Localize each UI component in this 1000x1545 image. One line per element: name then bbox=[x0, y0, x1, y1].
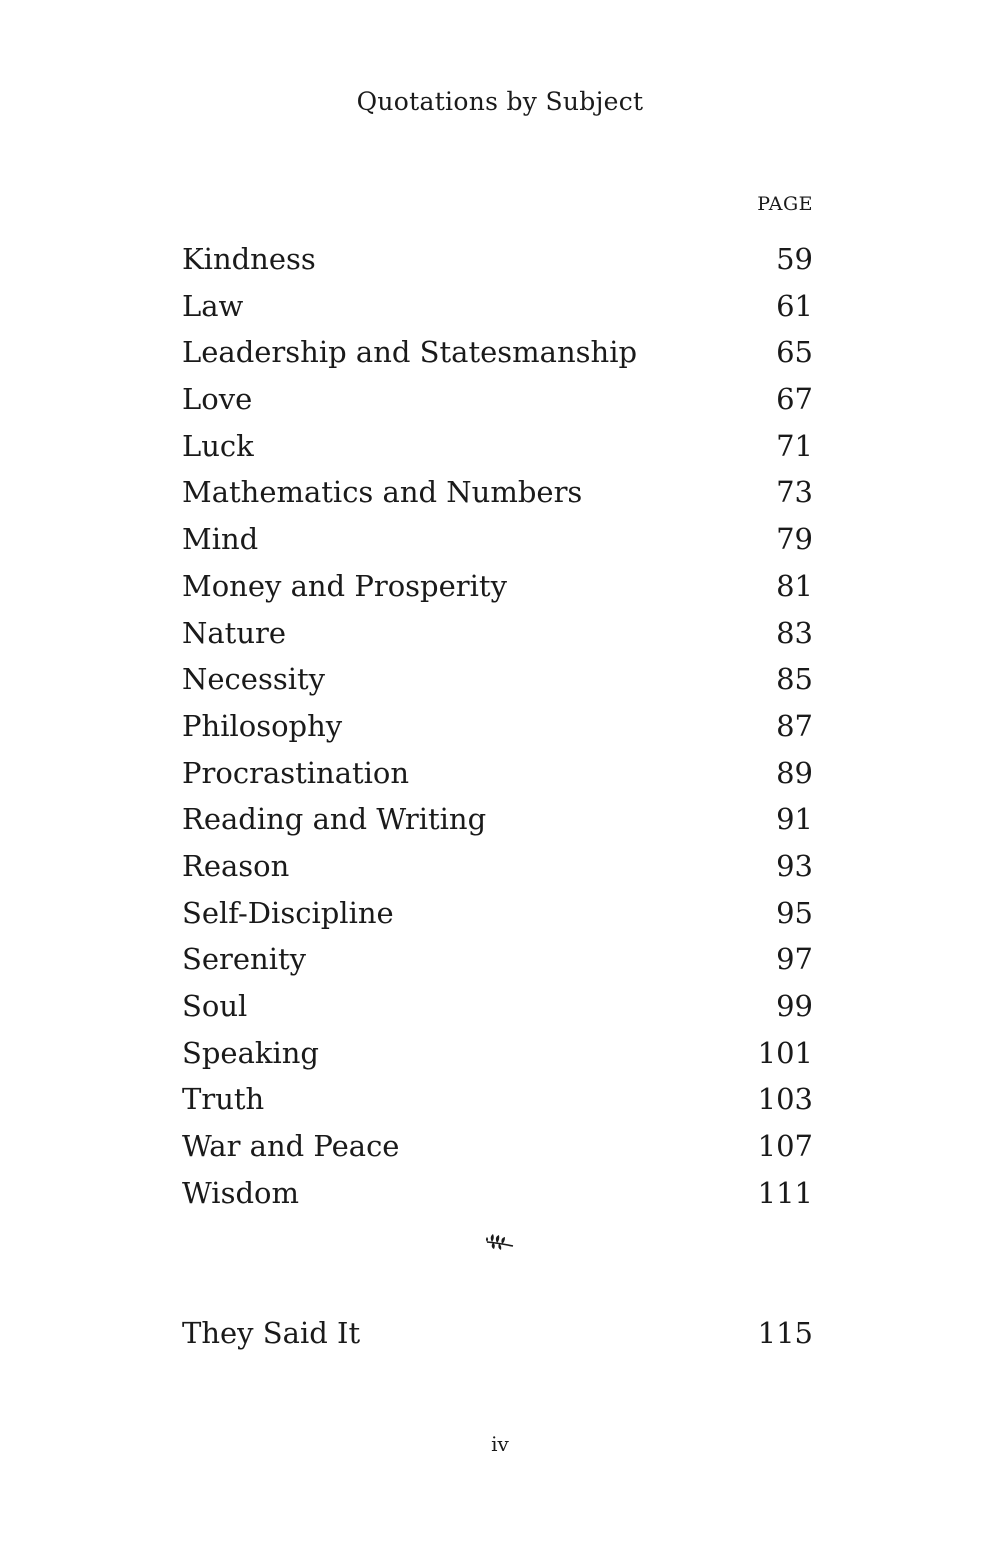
toc-page-number: 61 bbox=[776, 288, 813, 323]
toc-page-number: 65 bbox=[776, 335, 813, 370]
toc-entry[interactable] bbox=[182, 796, 813, 843]
toc-subject: Luck bbox=[182, 428, 254, 463]
toc-subject: Kindness bbox=[182, 242, 316, 276]
toc-page-number: 85 bbox=[776, 662, 813, 697]
toc-subject: They Said It bbox=[182, 1316, 361, 1350]
toc-entry[interactable] bbox=[182, 423, 813, 470]
toc-page-number: 101 bbox=[757, 1035, 813, 1070]
toc-page-number: 87 bbox=[776, 708, 813, 743]
toc-page-number: 59 bbox=[776, 242, 813, 276]
toc-entry[interactable] bbox=[182, 1123, 813, 1170]
leaf-sprig-icon bbox=[484, 1230, 516, 1254]
toc-page-number: 111 bbox=[757, 1175, 813, 1210]
page-folio: iv bbox=[491, 1432, 509, 1456]
toc-subject: Mind bbox=[182, 522, 259, 557]
leaf-sprig-graphic bbox=[484, 1230, 516, 1254]
toc-subject: Nature bbox=[182, 615, 287, 650]
toc-subject: Procrastination bbox=[182, 755, 410, 790]
toc-subject: Leadership and Statesmanship bbox=[182, 335, 638, 370]
toc-subject: War and Peace bbox=[182, 1129, 400, 1164]
toc-entry[interactable] bbox=[182, 936, 813, 983]
toc-page-number: 99 bbox=[776, 989, 813, 1023]
toc-entry[interactable] bbox=[182, 563, 813, 610]
toc-entry[interactable] bbox=[182, 843, 813, 890]
toc-page-number: 115 bbox=[757, 1316, 813, 1350]
toc-entry[interactable] bbox=[182, 469, 813, 516]
toc-page-number: 81 bbox=[776, 568, 813, 603]
toc-page-number: 103 bbox=[757, 1082, 813, 1117]
toc-entry[interactable] bbox=[182, 750, 813, 797]
toc-entry[interactable] bbox=[182, 1170, 813, 1217]
toc-page-number: 107 bbox=[757, 1129, 813, 1164]
toc-entry[interactable] bbox=[182, 890, 813, 937]
toc-subject: Soul bbox=[182, 989, 248, 1023]
toc-entry-they-said-it[interactable] bbox=[182, 1310, 813, 1357]
page-title: Quotations by Subject bbox=[356, 87, 644, 116]
toc-page-number: 83 bbox=[776, 615, 813, 650]
toc-entry[interactable] bbox=[182, 236, 813, 283]
toc-subject: Money and Prosperity bbox=[182, 568, 507, 603]
toc-subject: Reason bbox=[182, 848, 290, 883]
toc-entry[interactable] bbox=[182, 656, 813, 703]
toc-entry[interactable] bbox=[182, 329, 813, 376]
toc-page-number: 73 bbox=[776, 475, 813, 510]
toc-entry[interactable] bbox=[182, 283, 813, 330]
toc-subject: Mathematics and Numbers bbox=[182, 475, 583, 510]
toc-subject: Truth bbox=[182, 1082, 265, 1117]
toc-subject: Reading and Writing bbox=[182, 802, 487, 837]
toc-page-number: 95 bbox=[776, 895, 813, 930]
toc-page-number: 89 bbox=[776, 755, 813, 790]
toc-subject: Law bbox=[182, 288, 244, 323]
toc-subject: Self-Discipline bbox=[182, 895, 394, 930]
toc-entry[interactable] bbox=[182, 983, 813, 1030]
toc-subject: Necessity bbox=[182, 662, 326, 697]
page-column-heading: PAGE bbox=[757, 193, 813, 215]
toc-entry[interactable] bbox=[182, 610, 813, 657]
toc-entry[interactable] bbox=[182, 1030, 813, 1077]
toc-entry[interactable] bbox=[182, 1076, 813, 1123]
toc-page-number: 97 bbox=[776, 942, 813, 977]
toc-subject: Speaking bbox=[182, 1035, 319, 1070]
toc-entry[interactable] bbox=[182, 703, 813, 750]
toc-subject: Love bbox=[182, 382, 253, 417]
toc-subject: Wisdom bbox=[182, 1175, 299, 1210]
toc-subject: Serenity bbox=[182, 942, 307, 977]
toc-entry[interactable] bbox=[182, 376, 813, 423]
toc-page-number: 67 bbox=[776, 382, 813, 417]
toc-entry[interactable] bbox=[182, 516, 813, 563]
toc-page-number: 91 bbox=[776, 802, 813, 837]
table-of-contents bbox=[182, 236, 813, 1216]
toc-page-number: 79 bbox=[776, 522, 813, 557]
toc-subject: Philosophy bbox=[182, 708, 343, 743]
toc-page-number: 93 bbox=[776, 848, 813, 883]
toc-page-number: 71 bbox=[776, 428, 813, 463]
